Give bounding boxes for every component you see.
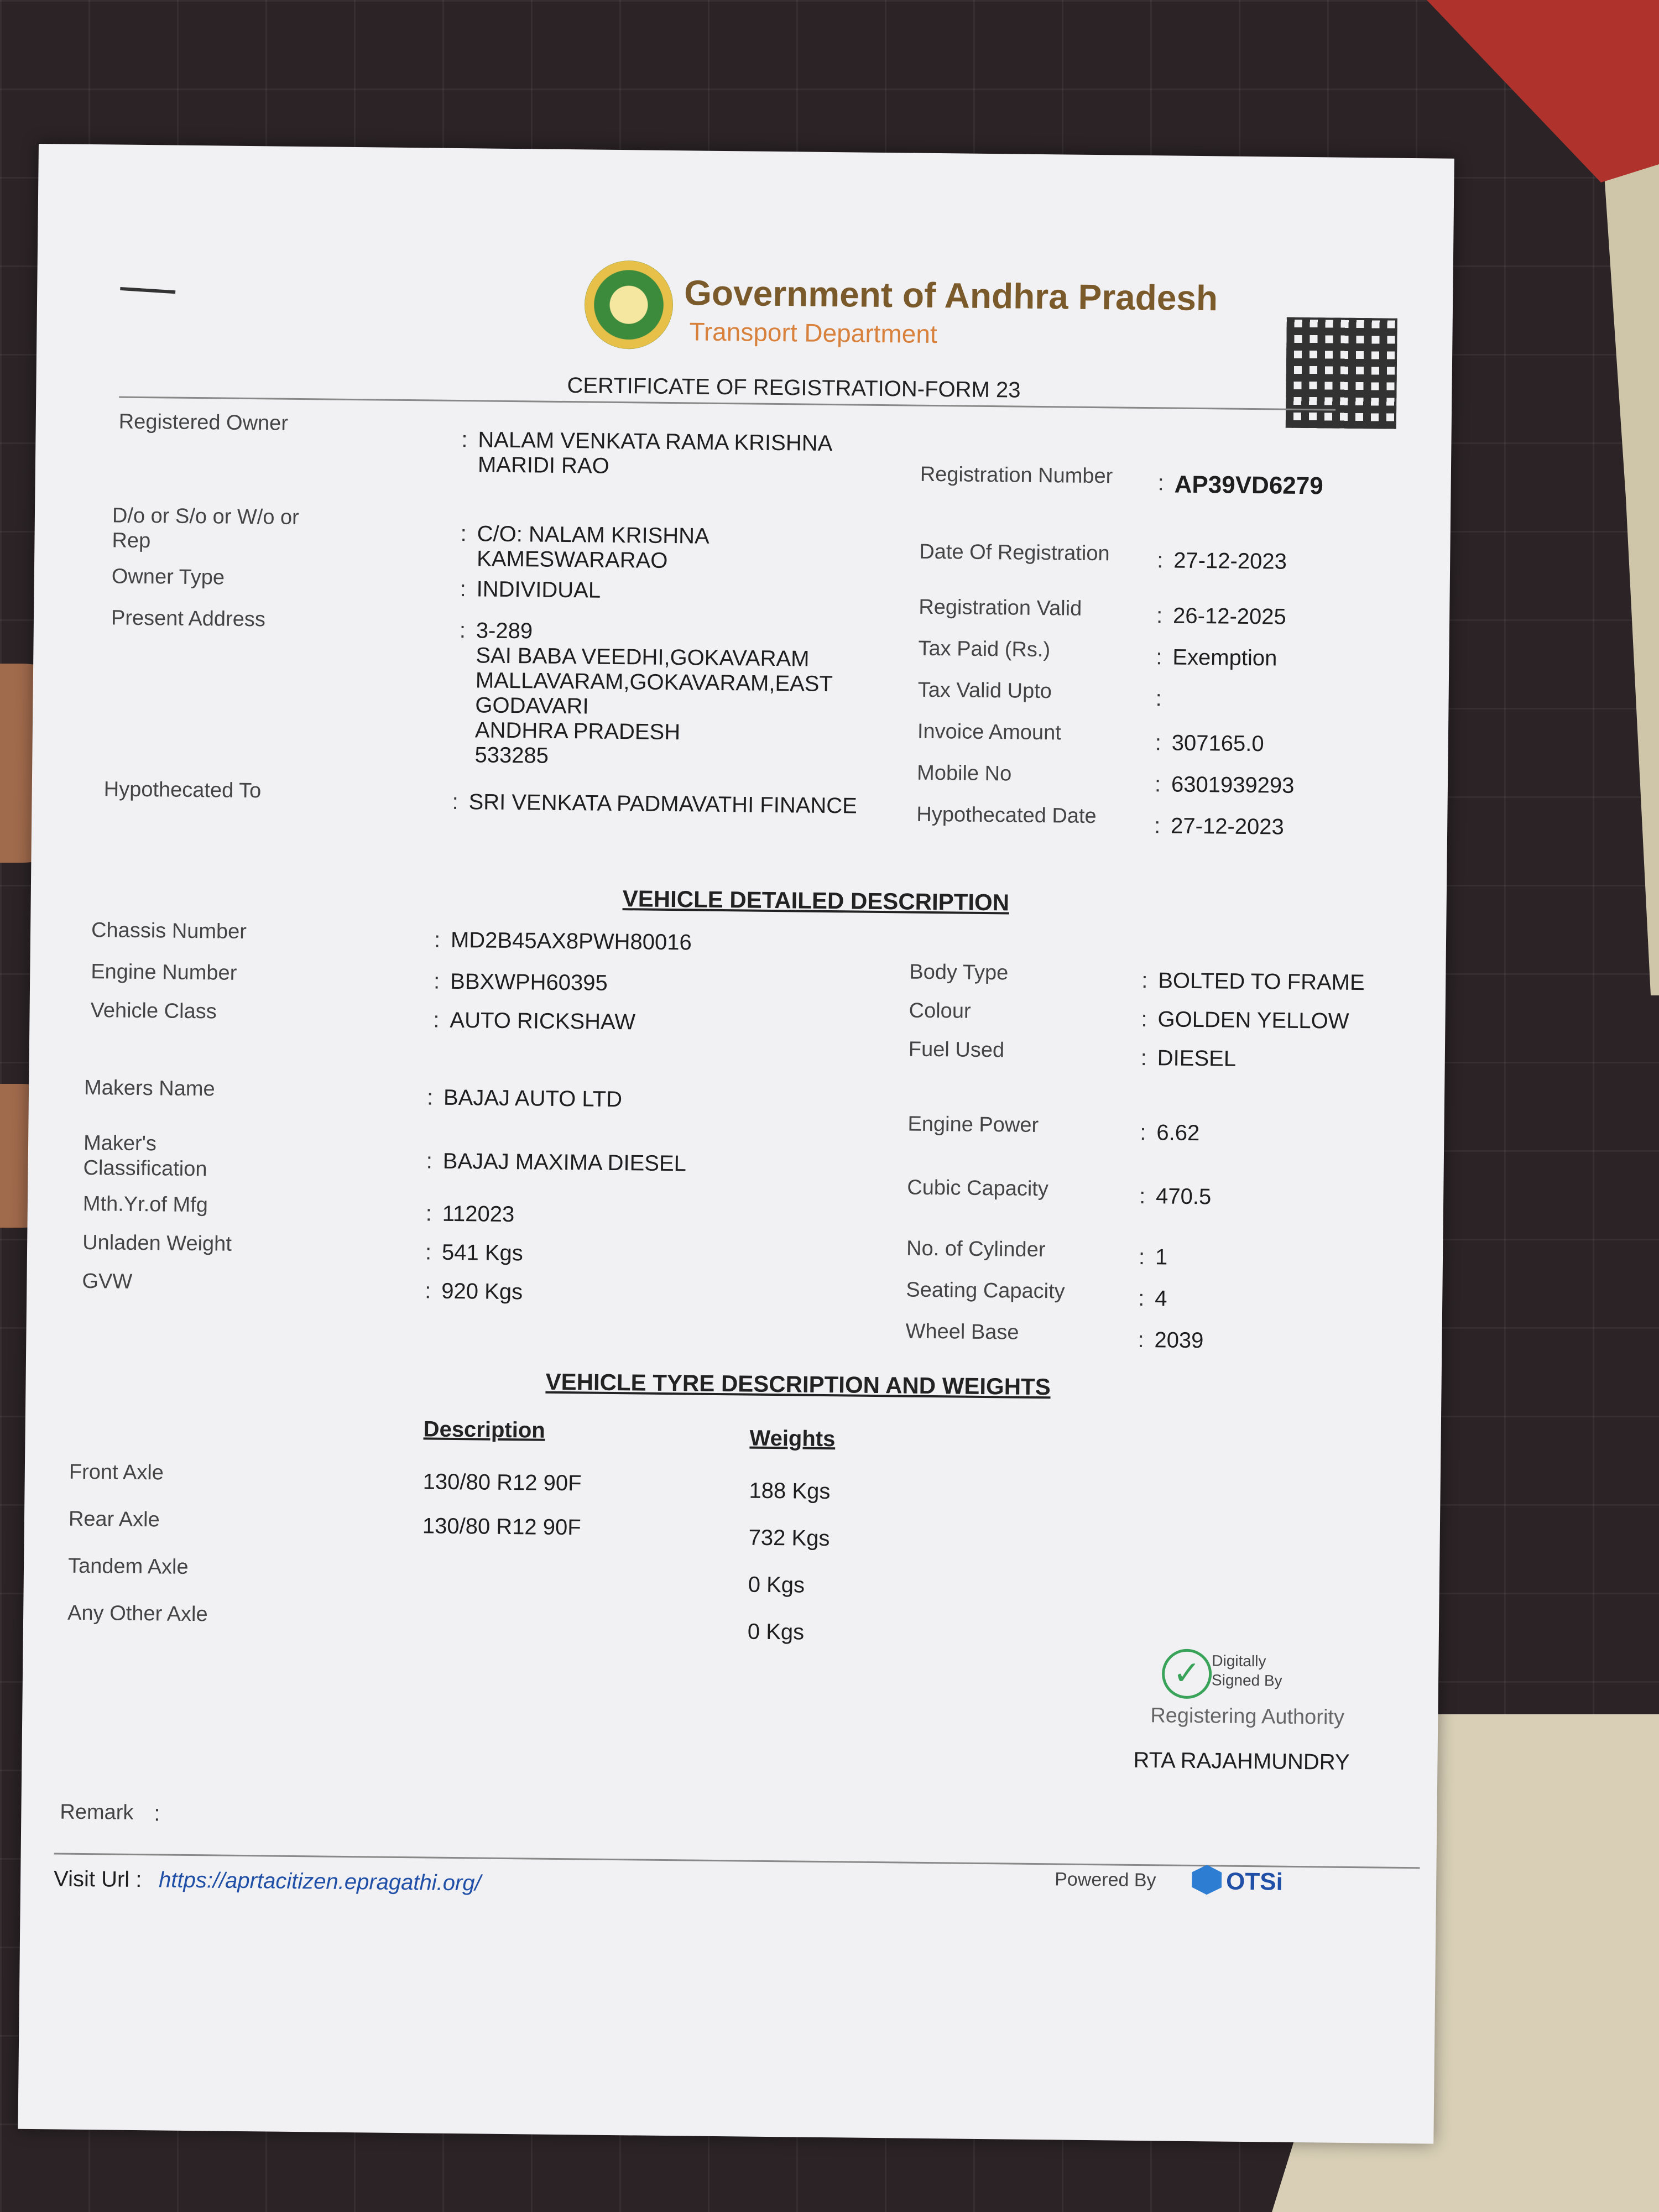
tax-paid-label: Tax Paid (Rs.)	[918, 637, 1051, 662]
gvw-value: 920 Kgs	[441, 1279, 523, 1305]
relation-line2: KAMESWARARAO	[476, 546, 668, 573]
body-type-value: BOLTED TO FRAME	[1158, 968, 1365, 995]
mobile-no-value: 6301939293	[1171, 772, 1295, 798]
cubic-capacity-value: 470.5	[1155, 1184, 1212, 1209]
present-address-label: Present Address	[111, 606, 266, 632]
unladen-weight-value: 541 Kgs	[441, 1240, 524, 1266]
owner-type-label: Owner Type	[111, 565, 225, 589]
government-title: Government of Andhra Pradesh	[684, 273, 1218, 319]
colon: :	[1138, 1286, 1145, 1311]
wheel-base-label: Wheel Base	[905, 1319, 1019, 1344]
chassis-number-label: Chassis Number	[91, 919, 247, 944]
axle-label: Front Axle	[69, 1460, 164, 1485]
checkmark-icon: ✓	[1162, 1648, 1212, 1699]
colon: :	[425, 1279, 431, 1303]
registered-owner-line1: NALAM VENKATA RAMA KRISHNA	[478, 427, 833, 456]
chassis-number-value: MD2B45AX8PWH80016	[450, 927, 692, 955]
registration-valid-value: 26-12-2025	[1172, 603, 1287, 629]
wheel-base-value: 2039	[1154, 1328, 1204, 1353]
colon: :	[426, 1149, 433, 1173]
colon: :	[1140, 1120, 1146, 1145]
tyre-description-heading: VEHICLE TYRE DESCRIPTION AND WEIGHTS	[545, 1368, 1051, 1400]
no-of-cylinder-label: No. of Cylinder	[906, 1237, 1046, 1262]
date-of-registration-value: 27-12-2023	[1173, 548, 1287, 574]
footer-divider	[54, 1853, 1420, 1869]
address-line: ANDHRA PRADESH	[474, 718, 681, 745]
digitally-text: Digitally	[1212, 1652, 1266, 1670]
tax-paid-value: Exemption	[1172, 645, 1277, 671]
seating-capacity-label: Seating Capacity	[906, 1278, 1065, 1303]
fuel-used-label: Fuel Used	[908, 1037, 1005, 1062]
tyre-description-column-header: Description	[423, 1417, 545, 1443]
colon: :	[425, 1201, 432, 1226]
registration-certificate	[18, 144, 1454, 2144]
date-of-registration-label: Date Of Registration	[919, 540, 1110, 566]
hypothecated-date-label: Hypothecated Date	[916, 802, 1097, 828]
mfg-value: 112023	[442, 1201, 515, 1227]
cubic-capacity-label: Cubic Capacity	[907, 1176, 1049, 1201]
makers-name-label: Makers Name	[84, 1076, 215, 1101]
fuel-used-value: DIESEL	[1157, 1046, 1237, 1071]
department-name: Transport Department	[689, 317, 938, 349]
colon: :	[1154, 772, 1161, 797]
makers-classification-value: BAJAJ MAXIMA DIESEL	[442, 1149, 687, 1176]
engine-power-value: 6.62	[1156, 1120, 1200, 1146]
colon: :	[460, 577, 466, 602]
vehicle-detail-heading: VEHICLE DETAILED DESCRIPTION	[622, 885, 1010, 916]
relation-line1: C/O: NALAM KRISHNA	[477, 521, 709, 549]
no-of-cylinder-value: 1	[1155, 1245, 1168, 1270]
colon: :	[433, 969, 440, 994]
hypothecated-date-value: 27-12-2023	[1170, 813, 1285, 839]
registration-number-value: AP39VD6279	[1174, 471, 1323, 500]
powered-by-label: Powered By	[1055, 1869, 1156, 1891]
colon: :	[1138, 1327, 1144, 1353]
mobile-no-label: Mobile No	[916, 761, 1012, 786]
unladen-weight-label: Unladen Weight	[82, 1230, 232, 1256]
address-line: SAI BABA VEEDHI,GOKAVARAM	[476, 643, 810, 671]
vehicle-class-value: AUTO RICKSHAW	[450, 1008, 636, 1035]
relation-label-line1: D/o or S/o or W/o or	[112, 504, 300, 529]
colon: :	[1157, 471, 1165, 495]
tax-valid-upto-label: Tax Valid Upto	[917, 678, 1052, 703]
rta-office: RTA RAJAHMUNDRY	[1133, 1747, 1350, 1775]
registration-number-label: Registration Number	[920, 462, 1113, 488]
remark-label: Remark	[60, 1800, 134, 1824]
colon: :	[1156, 603, 1163, 628]
signed-by-text: Signed By	[1211, 1671, 1282, 1689]
address-line: MALLAVARAM,GOKAVARAM,EAST	[475, 668, 833, 697]
makers-name-value: BAJAJ AUTO LTD	[443, 1085, 623, 1112]
colon: :	[1139, 1183, 1146, 1209]
pen-mark	[120, 287, 175, 294]
otsi-brand: OTSi	[1225, 1867, 1284, 1896]
colour-label: Colour	[909, 999, 971, 1023]
registered-owner-label: Registered Owner	[118, 410, 289, 435]
colon: :	[1141, 1006, 1147, 1032]
vehicle-class-label: Vehicle Class	[90, 999, 217, 1024]
state-emblem-icon	[584, 260, 674, 349]
registered-owner-line2: MARIDI RAO	[477, 452, 609, 478]
colon: :	[425, 1240, 432, 1265]
otsi-logo-icon	[1192, 1865, 1222, 1895]
makers-classification-label-2: Classification	[83, 1156, 207, 1181]
makers-classification-label-1: Maker's	[83, 1131, 157, 1156]
relation-label-line2: Rep	[112, 529, 151, 553]
colon: :	[1156, 645, 1162, 670]
invoice-amount-label: Invoice Amount	[917, 719, 1061, 745]
axle-label: Rear Axle	[68, 1507, 160, 1532]
qr-code-icon	[1286, 317, 1397, 429]
engine-number-value: BBXWPH60395	[450, 969, 608, 995]
axle-description: 130/80 R12 90F	[422, 1514, 581, 1540]
colon: :	[434, 927, 441, 952]
colon: :	[1156, 548, 1164, 573]
registration-valid-label: Registration Valid	[919, 595, 1082, 620]
colon: :	[154, 1801, 160, 1826]
axle-weight: 188 Kgs	[749, 1478, 831, 1504]
address-line: GODAVARI	[475, 693, 589, 719]
hypothecated-to-label: Hypothecated To	[103, 778, 262, 803]
colon: :	[1138, 1244, 1145, 1270]
axle-weight: 732 Kgs	[748, 1525, 830, 1551]
colour-value: GOLDEN YELLOW	[1157, 1007, 1349, 1034]
owner-type-value: INDIVIDUAL	[476, 577, 601, 603]
engine-number-label: Engine Number	[91, 960, 237, 985]
certificate-title: CERTIFICATE OF REGISTRATION-FORM 23	[567, 373, 1021, 403]
axle-description: 130/80 R12 90F	[422, 1469, 582, 1496]
colon: :	[1155, 731, 1162, 755]
colon: :	[461, 427, 468, 452]
seating-capacity-value: 4	[1155, 1286, 1167, 1311]
colon: :	[1154, 813, 1161, 838]
colon: :	[460, 521, 467, 546]
address-line: 3-289	[476, 618, 533, 644]
hypothecated-to-value: SRI VENKATA PADMAVATHI FINANCE	[468, 790, 858, 818]
background-book	[1427, 0, 1659, 182]
engine-power-label: Engine Power	[907, 1112, 1039, 1138]
invoice-amount-value: 307165.0	[1171, 731, 1264, 757]
body-type-label: Body Type	[909, 960, 1009, 985]
axle-label: Tandem Axle	[67, 1554, 189, 1579]
colon: :	[1155, 686, 1162, 711]
visit-url-link[interactable]: https://aprtacitizen.epragathi.org/	[158, 1867, 481, 1896]
visit-url-label: Visit Url :	[53, 1866, 142, 1892]
mfg-label: Mth.Yr.of Mfg	[82, 1192, 208, 1217]
address-line: 533285	[474, 743, 549, 768]
registering-authority-label: Registering Authority	[1150, 1704, 1345, 1729]
tyre-weights-column-header: Weights	[749, 1426, 836, 1452]
axle-weight: 0 Kgs	[747, 1619, 805, 1645]
gvw-label: GVW	[82, 1269, 133, 1293]
colon: :	[452, 789, 458, 815]
colon: :	[1141, 968, 1148, 993]
colon: :	[433, 1008, 440, 1032]
colon: :	[426, 1085, 434, 1110]
colon: :	[459, 618, 466, 643]
axle-label: Any Other Axle	[67, 1601, 208, 1626]
colon: :	[1140, 1045, 1147, 1071]
axle-weight: 0 Kgs	[748, 1572, 805, 1598]
